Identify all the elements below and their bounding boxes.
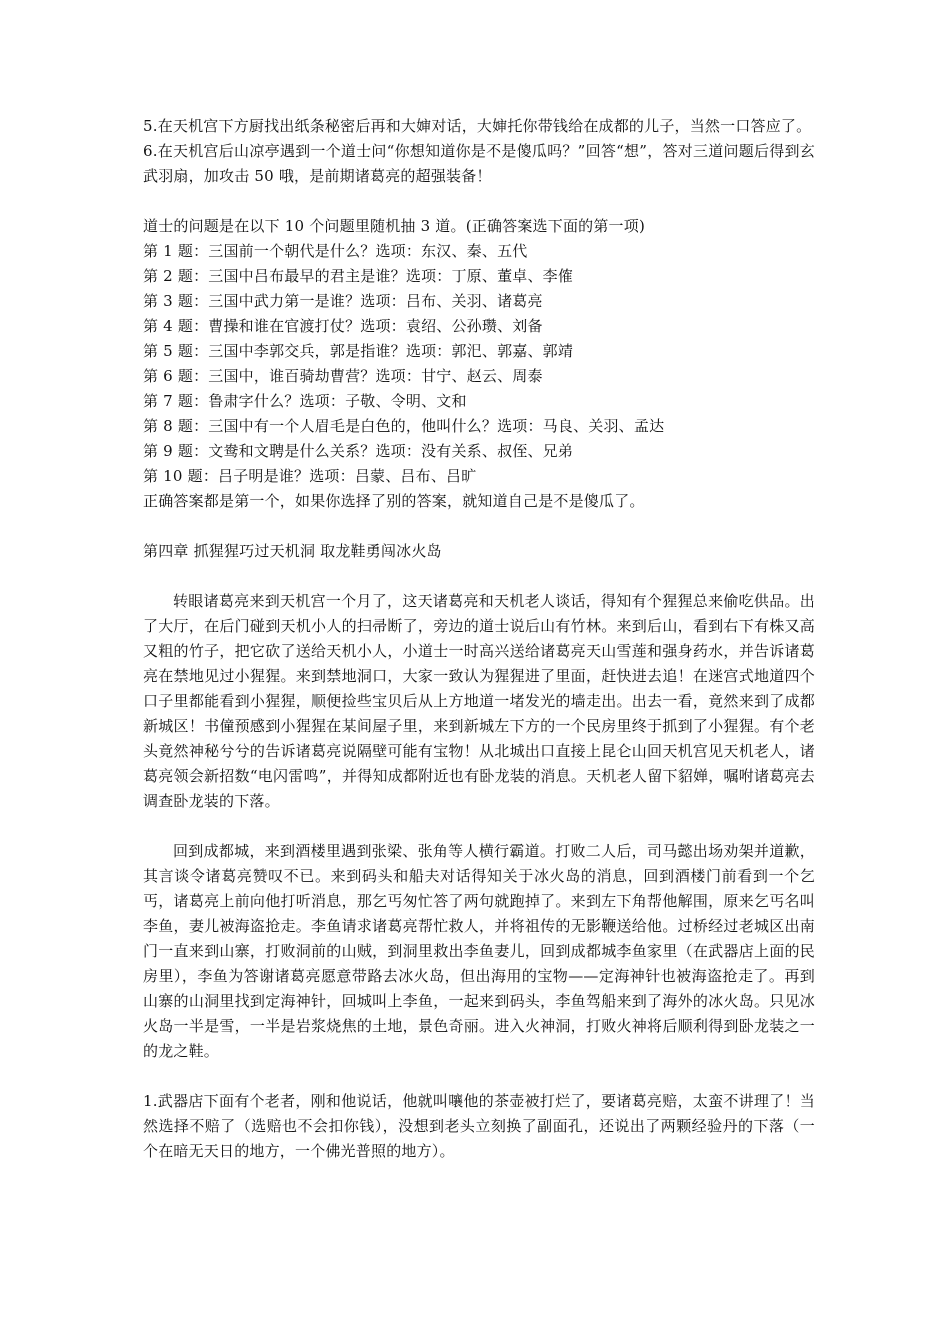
spacer [143,1064,815,1089]
quiz-question: 第 9 题：文鸯和文聘是什么关系？选项：没有关系、叔侄、兄弟 [143,442,574,460]
spacer [143,189,815,214]
quiz-question: 第 2 题：三国中吕布最早的君主是谁？选项：丁原、董卓、李傕 [143,267,574,285]
spacer [143,814,815,839]
quiz-question: 第 10 题：吕子明是谁？选项：吕蒙、吕布、吕旷 [143,467,477,485]
quiz-question: 第 1 题：三国前一个朝代是什么？选项：东汉、秦、五代 [143,242,528,260]
quiz-question: 第 5 题：三国中李郭交兵，郭是指谁？选项：郭汜、郭嘉、郭靖 [143,342,574,360]
list-item: 6.在天机宫后山凉亭遇到一个道士问“你想知道你是不是傻瓜吗？”回答“想”，答对三道问题后得到玄武羽扇，加攻击 50 哦，是前期诸葛亮的超强装备！ [143,142,815,185]
quiz-question: 第 3 题：三国中武力第一是谁？选项：吕布、关羽、诸葛亮 [143,292,543,310]
quiz-question: 第 8 题：三国中有一个人眉毛是白色的，他叫什么？选项：马良、关羽、孟达 [143,417,665,435]
quiz-question: 第 7 题：鲁肃字什么？选项：子敬、令明、文和 [143,392,467,410]
quiz-question: 第 6 题：三国中，谁百骑劫曹营？选项：甘宁、赵云、周泰 [143,367,543,385]
quiz-intro: 道士的问题是在以下 10 个问题里随机抽 3 道。(正确答案选下面的第一项) [143,217,646,235]
list-item: 1.武器店下面有个老者，刚和他说话，他就叫嚷他的茶壶被打烂了，要诸葛亮赔，太蛮不讲理了！当然选择不赔了（选赔也不会扣你钱），没想到老头立刻换了副面孔，还说出了两颗经验丹的下落（一个在暗无天日的地方，一个佛光普照的地方）。 [143,1092,815,1160]
chapter-paragraph: 转眼诸葛亮来到天机宫一个月了，这天诸葛亮和天机老人谈话，得知有个猩猩总来偷吃供品。出了大厅，在后门碰到天机小人的扫帚断了，旁边的道士说后山有竹林。来到后山，看到右下有株又高又粗的竹子，把它砍了送给天机小人，小道士一时高兴送给诸葛亮天山雪莲和强身药水，并告诉诸葛亮在禁地见过小猩猩。来到禁地洞口，大家一致认为猩猩进了里面，赶快进去追！在迷宫式地道四个口子里都能看到小猩猩，顺便捡些宝贝后从上方地道一堵发光的墙走出。出去一看，竟然来到了成都新城区！书僮预感到小猩猩在某间屋子里，来到新城左下方的一个民房里终于抓到了小猩猩。有个老头竟然神秘兮兮的告诉诸葛亮说隔壁可能有宝物！从北城出口直接上昆仑山回天机宫见天机老人，诸葛亮领会新招数“电闪雷鸣”，并得知成都附近也有卧龙装的消息。天机老人留下貂婵，嘱咐诸葛亮去调查卧龙装的下落。 [143,592,815,810]
list-item: 5.在天机宫下方厨找出纸条秘密后再和大婶对话，大婶托你带钱给在成都的儿子，当然一口答应了。 [143,117,812,135]
spacer [143,514,815,539]
chapter-paragraph: 回到成都城，来到酒楼里遇到张梁、张角等人横行霸道。打败二人后，司马懿出场劝架并道歉，其言谈令诸葛亮赞叹不已。来到码头和船夫对话得知关于冰火岛的消息，回到酒楼门前看到一个乞丐，诸葛亮上前向他打听消息，那乞丐匆忙答了两句就跑掉了。来到左下角帮他解围，原来乞丐名叫李鱼，妻儿被海盗抢走。李鱼请求诸葛亮帮忙救人，并将祖传的无影鞭送给他。过桥经过老城区出南门一直来到山寨，打败洞前的山贼，到洞里救出李鱼妻儿，回到成都城李鱼家里（在武器店上面的民房里），李鱼为答谢诸葛亮愿意带路去冰火岛，但出海用的宝物——定海神针也被海盗抢走了。再到山寨的山洞里找到定海神针，回城叫上李鱼，一起来到码头，李鱼驾船来到了海外的冰火岛。只见冰火岛一半是雪，一半是岩浆烧焦的土地，景色奇丽。进入火神洞，打败火神将后顺利得到卧龙装之一的龙之鞋。 [143,842,815,1060]
spacer [143,564,815,589]
document-body [143,114,815,1164]
chapter-title: 第四章 抓猩猩巧过天机洞 取龙鞋勇闯冰火岛 [143,542,442,560]
quiz-question: 第 4 题：曹操和谁在官渡打仗？选项：袁绍、公孙瓒、刘备 [143,317,543,335]
quiz-note: 正确答案都是第一个，如果你选择了别的答案，就知道自己是不是傻瓜了。 [143,492,645,510]
